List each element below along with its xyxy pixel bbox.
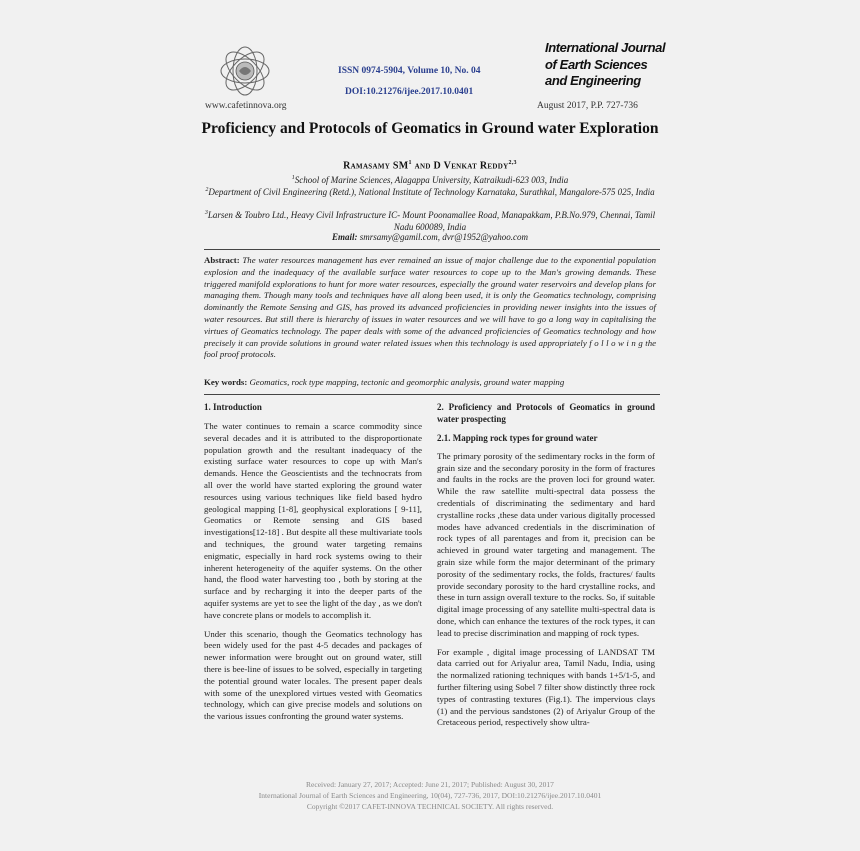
affiliation-2	[200, 185, 660, 199]
rock-types-paragraph-2: For example , digital image processing of LANDSAT TM data carried out for Ariyalur area, Tamil Nadu, India, using the normalized rationing techniques with bands 1+5/1-5, and further filtering using Sobel 7 filter show distinctly three rock types of contrasting textures (Fig.1). The impervious clays (1) and the pervious sandstones (2) of Ariyalur Group of the Cretaceous period, respectively show ultra-	[437, 646, 655, 728]
doi-info[interactable]: DOI:10.21276/ijee.2017.10.0401	[345, 87, 474, 97]
footer-copyright: Copyright ©2017 CAFET-INNOVA TECHNICAL SOCIETY. All rights reserved.	[306, 802, 554, 811]
affiliation-3-text: Larsen & Toubro Ltd., Heavy Civil Infrastructure IC- Mount Poonamallee Road, Manapakkam, P.B.No.979, Chennai, Tamil Nadu 600089, India	[207, 210, 656, 232]
issn-info: ISSN 0974-5904, Volume 10, No. 04	[338, 66, 481, 76]
email-line	[200, 232, 660, 242]
top-divider	[204, 249, 660, 250]
journal-name-line-2: of Earth Sciences	[545, 56, 648, 72]
abstract-label: Abstract:	[204, 255, 240, 265]
email-label: Email:	[331, 232, 358, 242]
website-link[interactable]: www.cafetinnova.org	[205, 101, 287, 111]
author-2-affiliation: 2,3	[508, 160, 517, 166]
right-column	[437, 401, 655, 736]
abstract-text: The water resources management has ever remained an issue of major challenge due to the exponential population explosion and the inadequacy of the available surface water resources to cope up to the Man's growing demands. These triggered manifold explorations to hunt for more water resources, especially the ground water reservoirs and develop plans for managing them. Though many tools and techniques have all along been used, it is only the Geomatics technology, comprising dominantly the Remote Sensing and GIS, has proved its advanced proficiencies in providing newer insights into the issues of water resources. But still there is hierarchy of issues in water resources and we will have to go a long way in capitalising the virtues of Geomatics technology. The paper deals with some of the advanced proficiencies of Geomatics technology and how precisely it can provide solutions in ground water related issues when this technology is used appropriately f o l l o w i n g the fool proof protocols.	[204, 255, 656, 360]
keywords-divider	[204, 394, 660, 395]
affiliation-2-text: Department of Civil Engineering (Retd.), National Institute of Technology Karnataka, Surathkal, Mangalore-575 025, India	[208, 187, 655, 197]
subsection-heading-rock-types: 2.1. Mapping rock types for ground water	[437, 433, 598, 443]
abstract	[204, 255, 656, 361]
journal-name-line-3: and Engineering	[545, 73, 641, 88]
keywords-text: Geomatics, rock type mapping, tectonic and geomorphic analysis, ground water mapping	[249, 377, 565, 387]
affiliation-3	[200, 208, 660, 233]
author-conjunction: and	[414, 160, 431, 172]
author-1-affiliation: 1	[408, 160, 412, 166]
intro-paragraph-1: The water continues to remain a scarce commodity since several decades and it is attributed to the disproportionate population growth and the resultant inadequacy of the existing surface water resources to cope up with Man's demands. Hence the Geoscientists and the technocrats from all over the world have started exploring the ground water resources using various techniques like field based hydro geological mapping [1-8], geophysical explorations [ 9-11], Geomatics or Remote sensing and GIS based investigations[12-18] . But despite all these multivariate tools and techniques, the ground water targeting remains enigmatic, especially in hard rock systems owing to their inherent heterogeneity of the aquifer systems. On the other hand, the flood water harvesting too , both by storing at the surface and by recharging it into the deeper parts of the aquifer systems are yet to see the light of the day , as we don't have concrete plans or models to accomplish it.	[204, 421, 422, 620]
affiliation-1-text: School of Marine Sciences, Alagappa University, Katraikudi-623 003, India	[294, 175, 569, 185]
paper-title: Proficiency and Protocols of Geomatics in Ground water Exploration	[201, 120, 659, 137]
section-heading-proficiency: 2. Proficiency and Protocols of Geomatics in ground water prospecting	[437, 402, 655, 424]
journal-name-line-1: International Journal	[545, 40, 666, 55]
section-heading-introduction: 1. Introduction	[204, 402, 262, 412]
author-line	[200, 160, 660, 171]
rock-types-paragraph-1: The primary porosity of the sedimentary rocks in the form of grain size and the secondary porosity in the form of fractures and faults in the rocks are the proven loci for ground water. While the raw satellite multi-spectral data possess the credentials of discriminating the sedimentary and hard crystalline rocks ,these data under various digitally processed modes have advanced credentials in the discrimination of rock types of all parentages and from it, precision can be achieved in ground water targeting and management. The grain size while form the major determinant of the primary porosity of the sedimentary rocks, the folds, fractures/ faults provide secondary porosity to the hard crystalline rocks, and these in turn assign overall texture to the rocks. So, if suitable digital image processing of any satellite multi-spectral data is done, which can enhance the textures of the rock types, it can lead to precise discrimination and mapping of rock types.	[437, 450, 655, 638]
affiliation-2-mark: 2	[205, 187, 209, 193]
author-1: Ramasamy SM	[343, 160, 409, 172]
issue-date-pages: August 2017, P.P. 727-736	[537, 101, 638, 111]
journal-name	[545, 40, 665, 90]
author-2: D Venkat Reddy	[433, 160, 509, 172]
keywords	[204, 377, 656, 387]
footer-received: Received: January 27, 2017; Accepted: June 21, 2017; Published: August 30, 2017	[306, 780, 554, 789]
intro-paragraph-2: Under this scenario, though the Geomatics technology has been widely used for the past 4-5 decades and packages of newer information were brought out on ground water, still there is bee-line of issues to be solved, especially in targeting the potential ground water locales. The present paper deals with some of the unexplored virtues vested with Geomatics technology, which can give precise models and solutions on the various issues confronting the ground water systems.	[204, 628, 422, 722]
keywords-label: Key words:	[204, 377, 248, 387]
affiliation-1-mark: 1	[291, 175, 295, 181]
journal-logo	[214, 40, 276, 102]
left-column	[204, 401, 422, 730]
email-address[interactable]: smrsamy@gamil.com, dvr@1952@yahoo.com	[359, 232, 529, 242]
affiliation-3-mark: 3	[204, 210, 208, 216]
footer-citation: International Journal of Earth Sciences and Engineering, 10(04), 727-736, 2017, DOI:10.21276/ijee.2017.10.0401	[258, 791, 602, 800]
